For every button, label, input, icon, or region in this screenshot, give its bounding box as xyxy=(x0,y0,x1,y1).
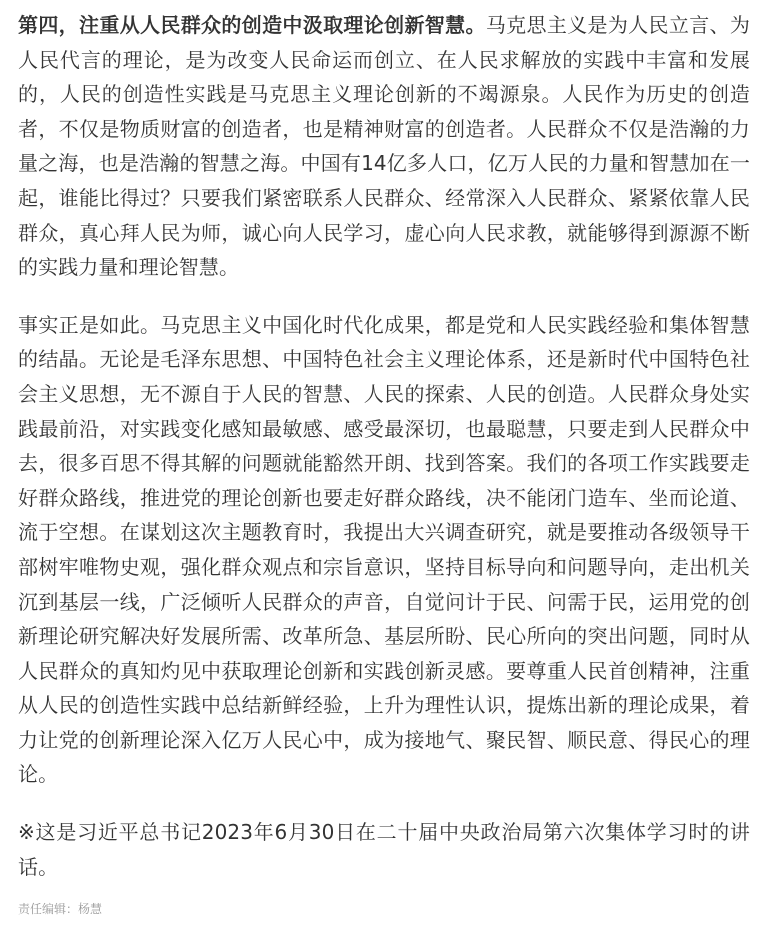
article-body xyxy=(18,8,750,917)
responsible-editor: 责任编辑：杨慧 xyxy=(18,902,103,917)
paragraph-1-text: 马克思主义是为人民立言、为人民代言的理论，是为改变人民命运而创立、在人民求解放的实践中丰富和发展的，人民的创造性实践是马克思主义理论创新的不竭源泉。人民作为历史的创造者，不仅是物质财富的创造者，也是精神财富的创造者。人民群众不仅是浩瀚的力量之海，也是浩瀚的智慧之海。中国有14亿多人口，亿万人民的力量和智慧加在一起，谁能比得过？只要我们紧密联系人民群众、经常深入人民群众、紧紧依靠人民群众，真心拜人民为师，诚心向人民学习，虚心向人民求教，就能够得到源源不断的实践力量和理论智慧。 xyxy=(18,13,750,280)
paragraph-1 xyxy=(18,8,750,285)
paragraph-1-lead: 第四，注重从人民群众的创造中汲取理论创新智慧。 xyxy=(18,13,486,37)
paragraph-2: 事实正是如此。马克思主义中国化时代化成果，都是党和人民实践经验和集体智慧的结晶。无论是毛泽东思想、中国特色社会主义理论体系，还是新时代中国特色社会主义思想，无不源自于人民的智慧、人民的探索、人民的创造。人民群众身处实践最前沿，对实践变化感知最敏感、感受最深切，也最聪慧，只要走到人民群众中去，很多百思不得其解的问题就能豁然开朗、找到答案。我们的各项工作实践要走好群众路线，推进党的理论创新也要走好群众路线，决不能闭门造车、坐而论道、流于空想。在谋划这次主题教育时，我提出大兴调查研究，就是要推动各级领导干部树牢唯物史观，强化群众观点和宗旨意识，坚持目标导向和问题导向，走出机关沉到基层一线，广泛倾听人民群众的声音，自觉问计于民、问需于民，运用党的创新理论研究解决好发展所需、改革所急、基层所盼、民心所向的突出问题，同时从人民群众的真知灼见中获取理论创新和实践创新灵感。要尊重人民首创精神，注重从人民的创造性实践中总结新鲜经验，上升为理性认识，提炼出新的理论成果，着力让党的创新理论深入亿万人民心中，成为接地气、聚民智、顺民意、得民心的理论。 xyxy=(18,312,750,787)
source-note: ※这是习近平总书记2023年6月30日在二十届中央政治局第六次集体学习时的讲话。 xyxy=(18,820,750,879)
